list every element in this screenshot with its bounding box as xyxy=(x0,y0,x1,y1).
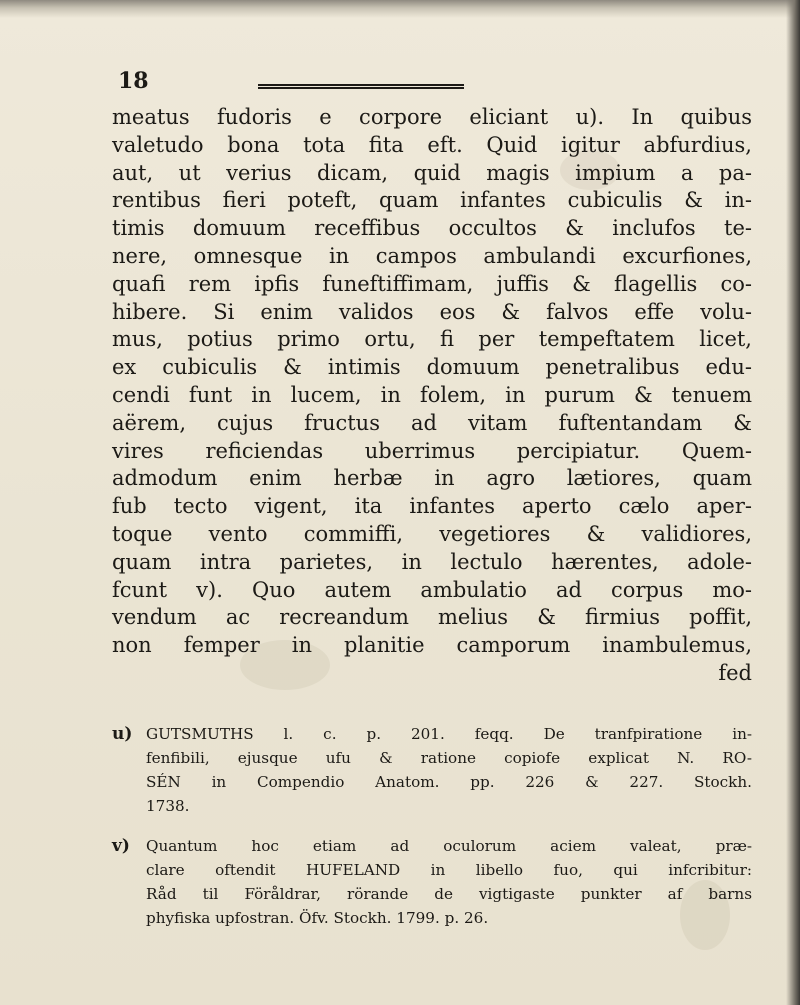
footnote-line: 1738. xyxy=(146,797,190,815)
text-line: non femper in planitie camporum inambulemus, xyxy=(112,633,752,658)
text-line: vendum ac recreandum melius & firmius poffit, xyxy=(112,605,752,630)
catchword: fed xyxy=(718,660,752,685)
text-line: valetudo bona tota fita eft. Quid igitur abfurdius, xyxy=(112,132,752,157)
page-top-shadow xyxy=(0,0,800,18)
text-line: aut, ut verius dicam, quid magis impium a pa- xyxy=(112,160,752,185)
text-line: toque vento commiffi, vegetiores & validiores, xyxy=(112,521,752,546)
text-line: hibere. Si enim validos eos & falvos effe volu- xyxy=(112,299,752,324)
page-number: 18 xyxy=(118,68,149,94)
text-line: timis domuum receffibus occultos & inclufos te- xyxy=(112,216,752,241)
text-line: fcunt v). Quo autem ambulatio ad corpus mo- xyxy=(112,577,752,602)
text-line: vires reficiendas uberrimus percipiatur. Quem- xyxy=(112,438,752,463)
footnote-line: fenfibili, ejusque ufu & ratione copiofe explicat N. RO- xyxy=(146,749,752,767)
text-line: admodum enim herbæ in agro lætiores, quam xyxy=(112,466,752,491)
text-line: fub tecto vigent, ita infantes aperto cælo aper- xyxy=(112,494,752,519)
footnote-line: clare oftendit HUFELAND in libello fuo, qui infcribitur: xyxy=(146,861,752,879)
footnote-mark: v) xyxy=(112,836,130,856)
text-line: rentibus fieri poteft, quam infantes cubiculis & in- xyxy=(112,188,752,213)
text-line: aërem, cujus fructus ad vitam fuftentandam & xyxy=(112,410,752,435)
text-line: meatus fudoris e corpore eliciant u). In quibus xyxy=(112,105,752,129)
footnotes xyxy=(112,722,752,946)
footnote-mark: u) xyxy=(112,724,133,744)
footnote-line: phyfiska upfostran. Öfv. Stockh. 1799. p. 26. xyxy=(146,909,489,927)
text-line: quafi rem ipfis funeftiffimam, juffis & flagellis co- xyxy=(112,271,752,296)
footnote-v xyxy=(112,834,752,930)
text-line: mus, potius primo ortu, fi per tempeftatem licet, xyxy=(112,327,752,352)
text-line: cendi funt in lucem, in folem, in purum & tenuem xyxy=(112,382,752,407)
footnote-line: SÉN in Compendio Anatom. pp. 226 & 227. Stockh. xyxy=(146,773,752,791)
text-line: nere, omnesque in campos ambulandi excurfiones, xyxy=(112,243,752,268)
footnote-line: Råd til Föråldrar, rörande de vigtigaste punkter af barns xyxy=(146,885,752,903)
main-text xyxy=(112,104,752,688)
footnote-u xyxy=(112,722,752,818)
text-line: ex cubiculis & intimis domuum penetralibus edu- xyxy=(112,355,752,380)
text-line: quam intra parietes, in lectulo hærentes, adole- xyxy=(112,549,752,574)
footnote-line: GUTSMUTHS l. c. p. 201. feqq. De tranfpiratione in- xyxy=(146,725,752,743)
page-right-edge xyxy=(786,0,800,1005)
header-rule xyxy=(258,84,464,89)
footnote-line: Quantum hoc etiam ad oculorum aciem valeat, præ- xyxy=(146,837,752,855)
